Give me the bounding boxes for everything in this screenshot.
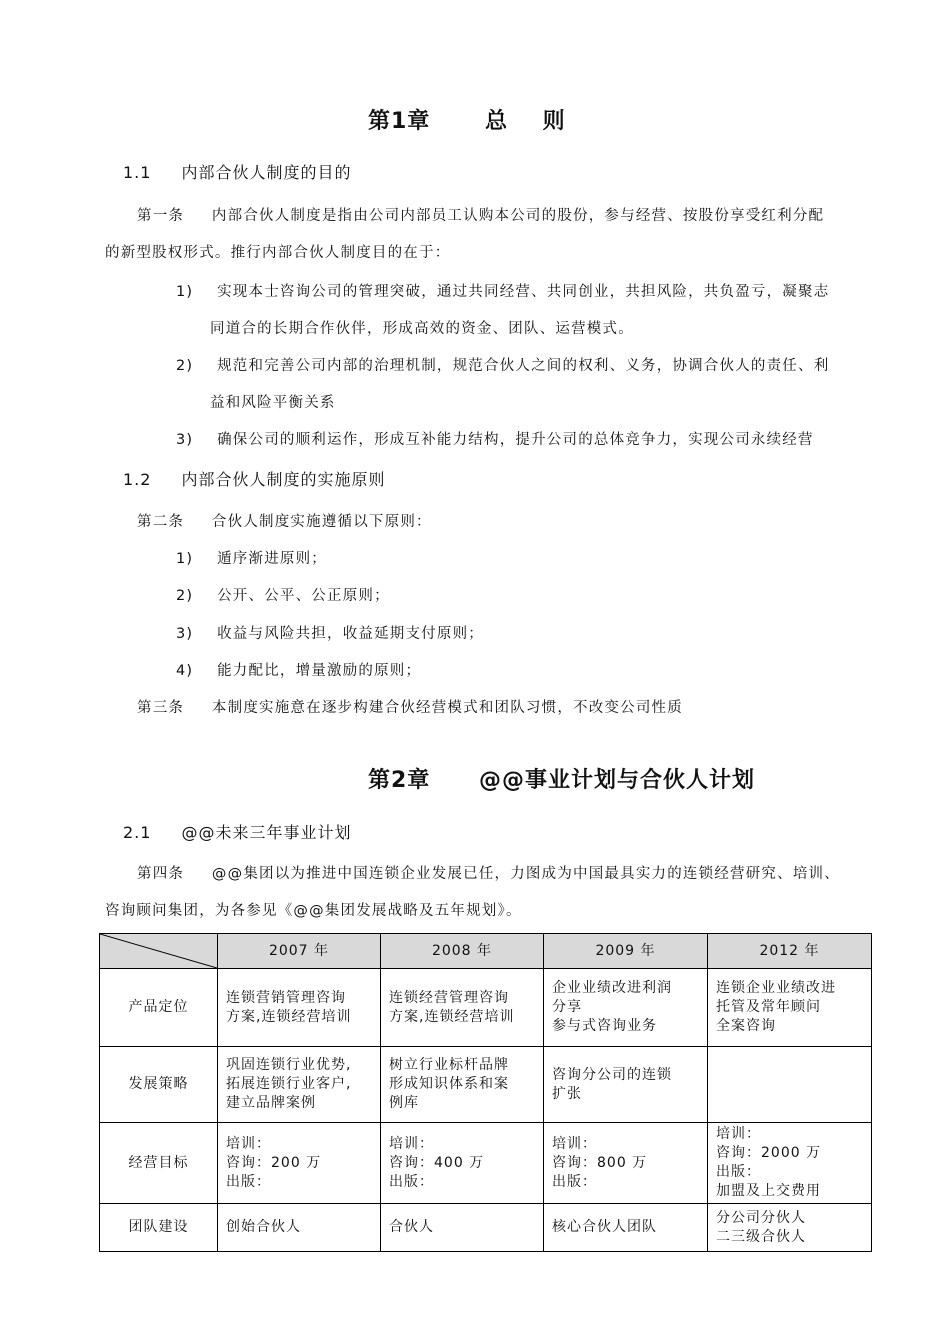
list-number: 2): [176, 358, 194, 374]
row-header: 经营目标: [100, 1123, 218, 1204]
section-title: @@未来三年事业计划: [181, 823, 352, 842]
list-text: 遁序渐进原则；: [217, 551, 328, 567]
section-2-1: [123, 820, 352, 843]
section-1-1: [123, 160, 352, 183]
year-header: 2008 年: [381, 934, 544, 969]
article-label: 第四条: [137, 866, 185, 882]
article-text: 内部合伙人制度是指由公司内部员工认购本公司的股份，参与经营、按股份享受红利分配: [211, 208, 825, 224]
list-text: 能力配比，增量激励的原则；: [217, 663, 422, 679]
goal-1-line2: 同道合的长期合作伙伴，形成高效的资金、团队、运营模式。: [210, 321, 634, 337]
principle-1: [176, 547, 327, 568]
table-row: [100, 969, 872, 1047]
list-text: 规范和完善公司内部的治理机制，规范合伙人之间的权利、义务，协调合伙人的责任、利: [217, 358, 830, 374]
chapter2-title: @@事业计划与合伙人计划: [478, 768, 755, 793]
list-text: 收益与风险共担，收益延期支付原则；: [217, 626, 485, 642]
list-number: 1): [176, 551, 194, 567]
table-cell: 合伙人: [381, 1204, 544, 1252]
row-header: 团队建设: [100, 1204, 218, 1252]
table-cell: [708, 1047, 872, 1123]
section-number: 1.2: [123, 470, 152, 489]
principle-2: [176, 584, 390, 605]
principle-4: [176, 659, 421, 680]
table-cell: 树立行业标杆品牌 形成知识体系和案 例库: [381, 1047, 544, 1123]
list-number: 2): [176, 588, 194, 604]
table-cell: 培训： 咨询：800 万 出版：: [544, 1123, 708, 1204]
list-text: 公开、公平、公正原则；: [217, 588, 390, 604]
business-plan-table: [99, 933, 872, 1252]
list-number: 1): [176, 284, 194, 300]
table-cell: 分公司分伙人 二三级合伙人: [708, 1204, 872, 1252]
table-header-row: [100, 934, 872, 969]
goal-1-line1: [176, 280, 829, 301]
diagonal-corner-cell: [100, 934, 218, 969]
table-row: [100, 1047, 872, 1123]
list-number: 4): [176, 663, 194, 679]
goal-3-line1: [176, 428, 814, 449]
section-number: 2.1: [123, 823, 152, 842]
table-cell: 培训： 咨询：400 万 出版：: [381, 1123, 544, 1204]
section-number: 1.1: [123, 163, 152, 182]
chapter2-number: 第2章: [368, 768, 431, 793]
article-label: 第一条: [137, 208, 185, 224]
article-text: @@集团以为推进中国连锁企业发展已任，力图成为中国最具实力的连锁经营研究、培训、: [211, 866, 840, 882]
article-2: [137, 510, 432, 531]
list-number: 3): [176, 432, 194, 448]
table-cell: 连锁企业业绩改进 托管及常年顾问 全案咨询: [708, 969, 872, 1047]
table-cell: 创始合伙人: [218, 1204, 381, 1252]
table-cell: 核心合伙人团队: [544, 1204, 708, 1252]
table-cell: 连锁营销管理咨询 方案,连锁经营培训: [218, 969, 381, 1047]
list-number: 3): [176, 626, 194, 642]
table-cell: 培训： 咨询：2000 万 出版： 加盟及上交费用: [708, 1123, 872, 1204]
article-1-line2: 的新型股权形式。推行内部合伙人制度目的在于：: [105, 245, 451, 261]
table-row: [100, 1204, 872, 1252]
article-text: 本制度实施意在逐步构建合伙经营模式和团队习惯，不改变公司性质: [211, 700, 683, 716]
section-1-2: [123, 467, 386, 490]
article-3: [137, 696, 683, 717]
article-1-line1: [137, 204, 824, 225]
section-title: 内部合伙人制度的目的: [181, 163, 352, 182]
diagonal-line: [100, 934, 217, 968]
table-cell: 咨询分公司的连锁 扩张: [544, 1047, 708, 1123]
article-4-line2: 咨询顾问集团，为各参见《@@集团发展战略及五年规划》。: [105, 903, 522, 919]
goal-2-line2: 益和风险平衡关系: [210, 395, 336, 411]
chapter2-heading: [368, 763, 755, 794]
article-text: 合伙人制度实施遵循以下原则：: [211, 514, 432, 530]
row-header: 发展策略: [100, 1047, 218, 1123]
article-label: 第三条: [137, 700, 185, 716]
article-4-line1: [137, 862, 840, 883]
table-cell: 企业业绩改进利润 分享 参与式咨询业务: [544, 969, 708, 1047]
year-header: 2009 年: [544, 934, 708, 969]
table-row: [100, 1123, 872, 1204]
list-text: 确保公司的顺利运作，形成互补能力结构，提升公司的总体竞争力，实现公司永续经营: [217, 432, 814, 448]
chapter1-number: 第1章: [368, 109, 431, 134]
goal-2-line1: [176, 354, 829, 375]
chapter1-title: 总 则: [484, 109, 566, 134]
principle-3: [176, 622, 484, 643]
section-title: 内部合伙人制度的实施原则: [181, 470, 386, 489]
article-label: 第二条: [137, 514, 185, 530]
year-header: 2007 年: [218, 934, 381, 969]
list-text: 实现本士咨询公司的管理突破，通过共同经营、共同创业，共担风险，共负盈亏，凝聚志: [217, 284, 830, 300]
table-cell: 连锁经营管理咨询 方案,连锁经营培训: [381, 969, 544, 1047]
year-header: 2012 年: [708, 934, 872, 969]
table-cell: 培训： 咨询：200 万 出版：: [218, 1123, 381, 1204]
chapter1-heading: [368, 104, 566, 135]
table-cell: 巩固连锁行业优势, 拓展连锁行业客户, 建立品牌案例: [218, 1047, 381, 1123]
row-header: 产品定位: [100, 969, 218, 1047]
